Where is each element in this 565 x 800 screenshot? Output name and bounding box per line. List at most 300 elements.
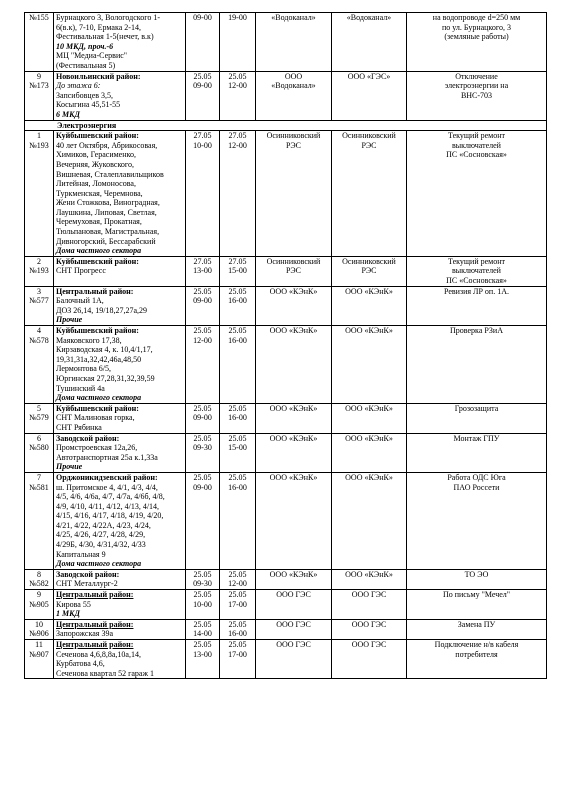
executor-cell-line: РЭС (361, 140, 377, 150)
row-number-line: 5 (37, 403, 41, 413)
organization-cell-line: ООО ГЭС (276, 640, 311, 649)
reason-cell-line: ПАО Россети (453, 482, 500, 492)
row-number (25, 403, 54, 433)
end-time (220, 640, 256, 679)
address-cell-line: СНТ Малиновая горка, (56, 413, 135, 423)
end-time-line: 25.05 (228, 403, 247, 413)
address-cell-line: Запсибовцев 3,5, (56, 90, 114, 100)
organization-cell-line: «Водоканал» (271, 13, 316, 22)
start-time (186, 326, 220, 404)
reason-cell-line: (земляные работы) (444, 32, 509, 42)
organization-cell (256, 13, 332, 72)
start-time-line: 25.05 (193, 326, 212, 335)
organization-cell (256, 569, 332, 589)
executor-cell (332, 326, 407, 404)
start-time (186, 569, 220, 589)
end-time (220, 433, 256, 472)
address-cell-line: Лаушкина, Липовая, Светлая, (56, 207, 157, 217)
executor-cell (332, 569, 407, 589)
address-cell (54, 131, 186, 257)
executor-cell-line: ООО «КЭнК» (345, 326, 393, 335)
executor-cell (332, 433, 407, 472)
start-time (186, 13, 220, 72)
address-cell-line: 4/21, 4/22, 4/22А, 4/23, 4/24, (56, 520, 151, 530)
end-time (220, 71, 256, 120)
executor-cell-line: ООО «КЭнК» (345, 403, 393, 413)
organization-cell (256, 640, 332, 679)
row-number-line: №578 (29, 335, 49, 345)
executor-cell (332, 640, 407, 679)
address-cell (54, 286, 186, 325)
address-cell-line: МЦ "Медиа-Сервис" (56, 51, 128, 61)
executor-cell (332, 472, 407, 569)
reason-cell-line: по ул. Бурнацкого, 3 (442, 22, 511, 32)
document-page (24, 12, 546, 679)
executor-cell-line: Осинниковский (342, 256, 396, 266)
start-time (186, 472, 220, 569)
organization-cell (256, 71, 332, 120)
row-number-line: №580 (29, 443, 49, 453)
table-row (25, 619, 547, 639)
executor-cell (332, 403, 407, 433)
reason-cell-line: ПС «Сосновская» (446, 150, 507, 160)
reason-cell-line: ТО ЭО (464, 569, 489, 579)
address-cell-line: Промстроевская 12а,26, (56, 443, 138, 453)
row-number-line: №577 (29, 296, 49, 306)
end-time-line: 25.05 (228, 590, 247, 600)
table-row (25, 13, 547, 72)
executor-cell-line: Осинниковский (342, 131, 396, 141)
address-cell-line: Вечерняя, Жуковского, (56, 159, 135, 169)
row-number (25, 569, 54, 589)
row-number (25, 619, 54, 639)
organization-cell-line: ООО «КЭнК» (269, 433, 318, 443)
reason-cell (407, 569, 547, 589)
end-time-line: 16-00 (228, 413, 247, 423)
end-time (220, 131, 256, 257)
start-time (186, 256, 220, 286)
address-cell-line: СНТ Прогресс (56, 266, 106, 276)
end-time (220, 472, 256, 569)
address-cell (54, 13, 186, 72)
executor-cell-line: ООО «КЭнК» (345, 433, 393, 443)
table-row (25, 472, 547, 569)
end-time-line: 25.05 (228, 71, 247, 81)
executor-cell (332, 590, 407, 620)
row-number (25, 326, 54, 404)
table-row (25, 326, 547, 404)
address-cell-line: 4/25, 4/26, 4/27, 4/28, 4/29, (56, 530, 146, 540)
outage-table-body (25, 13, 547, 679)
end-time-line: 25.05 (228, 433, 247, 443)
reason-cell-line: Замена ПУ (457, 619, 496, 629)
address-cell (54, 472, 186, 569)
address-cell-line: Заводской район: (56, 569, 120, 579)
row-number-line: 8 (37, 569, 41, 579)
address-cell-line: Курбатова 4,6, (56, 659, 105, 669)
end-time (220, 326, 256, 404)
executor-cell-line: ООО «КЭнК» (345, 472, 393, 482)
start-time (186, 71, 220, 120)
address-cell (54, 403, 186, 433)
row-number-line: №906 (29, 629, 49, 639)
row-number-line: 10 (35, 619, 43, 629)
address-cell-line: Тюльпановая, Магистральная, (56, 227, 160, 237)
address-cell (54, 640, 186, 679)
row-number-line: №579 (29, 413, 49, 423)
address-cell-line: Куйбышевский район: (56, 403, 139, 413)
address-cell-line: Куйбышевский район: (56, 326, 139, 335)
organization-cell-line: «Водоканал» (271, 81, 316, 91)
organization-cell-line: ООО «КЭнК» (269, 569, 318, 579)
start-time-line: 09-30 (193, 443, 212, 453)
address-cell-line: Сеченова 4,6,8,8а,10а,14, (56, 649, 141, 659)
row-number-line: 9 (37, 590, 41, 600)
start-time-line: 14-00 (193, 629, 212, 639)
organization-cell (256, 131, 332, 257)
end-time-line: 19-00 (228, 13, 247, 22)
address-cell-line: Центральный район: (56, 286, 134, 296)
end-time (220, 569, 256, 589)
reason-cell (407, 640, 547, 679)
row-number-line: 3 (37, 286, 41, 296)
address-cell-line: Центральный район: (56, 590, 134, 600)
start-time-line: 09-30 (193, 579, 212, 589)
address-cell-line: Юргинская 27,28,31,32,39,59 (56, 373, 155, 383)
row-number (25, 640, 54, 679)
organization-cell (256, 286, 332, 325)
reason-cell-line: Проверка РЗиА (450, 326, 503, 335)
start-time (186, 131, 220, 257)
reason-cell-line: выключателей (452, 266, 501, 276)
start-time (186, 403, 220, 433)
reason-cell-line: на водопроводе d=250 мм (432, 13, 521, 22)
end-time-line: 25.05 (228, 640, 247, 649)
end-time-line: 25.05 (228, 286, 247, 296)
address-cell-line: Маяковского 17,38, (56, 335, 122, 345)
row-number-line: №581 (29, 482, 49, 492)
reason-cell-line: Подключение н/в кабеля (434, 640, 519, 649)
row-number-line: 11 (35, 640, 43, 649)
organization-cell (256, 619, 332, 639)
address-cell (54, 619, 186, 639)
executor-cell (332, 286, 407, 325)
end-time-line: 12-00 (228, 140, 247, 150)
row-number-line: №193 (29, 266, 49, 276)
reason-cell-line: По письму "Мечел" (442, 590, 511, 600)
row-number (25, 472, 54, 569)
address-cell-line: ДОЗ 26,14, 19/18,27,27а,29 (56, 305, 148, 315)
start-time (186, 433, 220, 472)
address-cell (54, 256, 186, 286)
reason-cell (407, 256, 547, 286)
start-time (186, 286, 220, 325)
executor-cell-line: «Водоканал» (346, 13, 392, 22)
reason-cell (407, 326, 547, 404)
start-time-line: 25.05 (193, 472, 212, 482)
organization-cell (256, 403, 332, 433)
reason-cell (407, 403, 547, 433)
address-cell-line: 40 лет Октября, Абрикосовая, (56, 140, 158, 150)
start-time-line: 25.05 (193, 619, 212, 629)
address-cell (54, 569, 186, 589)
reason-cell (407, 619, 547, 639)
end-time-line: 25.05 (228, 472, 247, 482)
address-cell-line: Дивногорский, Бессарабский (56, 236, 156, 246)
table-row (25, 590, 547, 620)
address-cell-line: 4/29Б, 4/30, 4/31,4/32, 4/33 (56, 540, 146, 550)
executor-cell-line: ООО ГЭС (351, 619, 387, 629)
start-time-line: 25.05 (193, 403, 212, 413)
row-number-line: 7 (37, 472, 41, 482)
address-cell-line: Бурнацкого 3, Вологодского 1- (56, 13, 160, 22)
address-cell-line: До этажа 6: (56, 81, 101, 91)
organization-cell-line: ООО (284, 71, 303, 81)
reason-cell-line: выключателей (452, 140, 501, 150)
address-cell-line: 10 МКД, проч.-6 (56, 41, 114, 51)
start-time (186, 619, 220, 639)
address-cell-line: Центральный район: (56, 619, 134, 629)
start-time-line: 10-00 (193, 140, 212, 150)
address-cell-line: 6(в.к), 7-10, Ермака 2-14, (56, 22, 141, 32)
organization-cell-line: ООО «КЭнК» (269, 326, 318, 335)
reason-cell-line: Работа ОДС Юга (447, 472, 506, 482)
address-cell-line: Дома частного сектора (56, 559, 142, 569)
start-time-line: 13-00 (193, 266, 212, 276)
address-cell-line: ш. Притомское 4, 4/1, 4/3, 4/4, (56, 482, 158, 492)
start-time (186, 590, 220, 620)
start-time-line: 12-00 (193, 335, 212, 345)
address-cell-line: 6 МКД (56, 109, 81, 119)
reason-cell (407, 131, 547, 257)
address-cell-line: Косыгина 45,51-55 (56, 100, 121, 110)
address-cell-line: 1 МКД (56, 609, 81, 619)
reason-cell-line: Грозозащита (454, 403, 499, 413)
start-time-line: 25.05 (193, 640, 212, 649)
end-time (220, 13, 256, 72)
executor-cell-line: ООО ГЭС (351, 590, 387, 600)
start-time (186, 640, 220, 679)
end-time-line: 17-00 (228, 599, 247, 609)
outage-table (24, 12, 547, 679)
address-cell (54, 71, 186, 120)
organization-cell (256, 433, 332, 472)
organization-cell (256, 326, 332, 404)
row-number-line: 4 (37, 326, 41, 335)
reason-cell (407, 433, 547, 472)
table-row (25, 256, 547, 286)
row-number-line: №155 (29, 13, 49, 22)
reason-cell (407, 590, 547, 620)
reason-cell-line: ПС «Сосновская» (446, 276, 507, 286)
address-cell-line: Кирзаводская 4, к. 10,4/1,17, (56, 345, 153, 355)
address-cell-line: Тушинский 4а (56, 383, 105, 393)
executor-cell-line: ООО «ГЭС» (347, 71, 391, 81)
start-time-line: 09-00 (193, 482, 212, 492)
address-cell-line: СНТ Металлург-2 (56, 579, 118, 589)
row-number (25, 286, 54, 325)
address-cell-line: Фестивальная 1-5(нечет, в.к) (56, 32, 154, 42)
address-cell-line: Дома частного сектора (56, 393, 142, 403)
address-cell-line: Вишневая, Сталеплавильщиков (56, 169, 164, 179)
row-number-line: 9 (37, 71, 41, 81)
reason-cell (407, 472, 547, 569)
end-time-line: 27.05 (228, 131, 247, 141)
executor-cell-line: ООО «КЭнК» (345, 569, 393, 579)
organization-cell-line: ООО «КЭнК» (269, 403, 318, 413)
start-time-line: 25.05 (193, 590, 212, 600)
reason-cell-line: ВНС-703 (460, 90, 493, 100)
address-cell-line: Прочие (56, 462, 83, 472)
start-time-line: 25.05 (193, 569, 212, 579)
row-number-line: №905 (29, 599, 49, 609)
start-time-line: 25.05 (193, 433, 212, 443)
row-number-line: №582 (29, 579, 49, 589)
address-cell-line: Запорожская 39а (56, 629, 114, 639)
address-cell-line: 4/5, 4/6, 4/6а, 4/7, 4/7а, 4/6б, 4/8, (56, 492, 165, 502)
address-cell-line: Жени Стожкова, Виноградная, (56, 198, 160, 208)
start-time-line: 25.05 (193, 71, 212, 81)
reason-cell (407, 13, 547, 72)
organization-cell-line: РЭС (285, 266, 302, 276)
reason-cell-line: электроэнергии на (444, 81, 509, 91)
start-time-line: 09-00 (193, 296, 212, 306)
section-header-row (25, 120, 547, 131)
address-cell-line: СНТ Рябинка (56, 422, 102, 432)
executor-cell (332, 256, 407, 286)
end-time (220, 619, 256, 639)
row-number (25, 256, 54, 286)
organization-cell (256, 590, 332, 620)
organization-cell-line: ООО ГЭС (276, 590, 311, 600)
address-cell-line: Дома частного сектора (56, 246, 142, 256)
address-cell-line: Балочный 1А, (56, 296, 104, 306)
row-number (25, 71, 54, 120)
reason-cell-line: Текущий ремонт (447, 256, 506, 266)
address-cell-line: 19,31,31а,32,42,46а,48,50 (56, 354, 142, 364)
start-time-line: 27.05 (193, 256, 212, 266)
table-row (25, 640, 547, 679)
address-cell-line: Лермонтова 6/5, (56, 364, 111, 374)
address-cell-line: Орджоникидзевский район: (56, 472, 158, 482)
row-number (25, 433, 54, 472)
address-cell-line: 4/15, 4/16, 4/17, 4/18, 4/19, 4/20, (56, 511, 164, 521)
start-time-line: 10-00 (193, 599, 212, 609)
address-cell-line: Автотранспортная 25а к.1,33а (56, 452, 158, 462)
row-number (25, 13, 54, 72)
organization-cell (256, 472, 332, 569)
organization-cell-line: ООО «КЭнК» (269, 472, 318, 482)
end-time-line: 16-00 (228, 629, 247, 639)
start-time-line: 09-00 (193, 13, 212, 22)
start-time-line: 27.05 (193, 131, 212, 141)
start-time-line: 09-00 (193, 81, 212, 91)
end-time-line: 16-00 (228, 335, 247, 345)
reason-cell (407, 286, 547, 325)
row-number-line: №907 (29, 649, 49, 659)
organization-cell-line: РЭС (285, 140, 302, 150)
table-row (25, 131, 547, 257)
reason-cell-line: потребителя (455, 649, 498, 659)
address-cell-line: (Фестивальная 5) (56, 60, 116, 70)
row-number-line: 6 (37, 433, 41, 443)
executor-cell-line: ООО «КЭнК» (345, 286, 393, 296)
row-number-line: 2 (37, 256, 41, 266)
address-cell-line: Туркменская, Черемнова, (56, 188, 143, 198)
table-row (25, 286, 547, 325)
section-title: Электроэнергия (25, 120, 547, 131)
reason-cell-line: Ревизия ЛР оп. 1А. (443, 286, 509, 296)
organization-cell (256, 256, 332, 286)
address-cell-line: Куйбышевский район: (56, 256, 139, 266)
end-time-line: 16-00 (228, 296, 247, 306)
reason-cell-line: Текущий ремонт (447, 131, 506, 141)
end-time (220, 403, 256, 433)
address-cell-line: Капитальная 9 (56, 549, 106, 559)
reason-cell-line: Монтаж ГПУ (453, 433, 500, 443)
row-number-line: №173 (29, 81, 49, 91)
row-number-line: №193 (29, 140, 49, 150)
address-cell-line: Кирова 55 (56, 599, 91, 609)
end-time-line: 17-00 (228, 649, 247, 659)
address-cell (54, 433, 186, 472)
end-time-line: 12-00 (228, 579, 247, 589)
address-cell-line: Центральный район: (56, 640, 134, 649)
end-time-line: 15-00 (228, 443, 247, 453)
end-time (220, 286, 256, 325)
address-cell-line: Литейная, Ломоносова, (56, 179, 136, 189)
executor-cell (332, 13, 407, 72)
start-time-line: 09-00 (193, 413, 212, 423)
address-cell (54, 326, 186, 404)
end-time-line: 25.05 (228, 569, 247, 579)
end-time-line: 27.05 (228, 256, 247, 266)
end-time-line: 25.05 (228, 326, 247, 335)
table-row (25, 569, 547, 589)
address-cell-line: Новоильинский район: (56, 71, 141, 81)
executor-cell (332, 131, 407, 257)
organization-cell-line: Осинниковский (266, 256, 321, 266)
row-number (25, 590, 54, 620)
executor-cell-line: ООО ГЭС (351, 640, 387, 649)
end-time-line: 12-00 (228, 81, 247, 91)
address-cell-line: Сеченова квартал 52 гараж 1 (56, 668, 154, 678)
executor-cell (332, 71, 407, 120)
table-row (25, 71, 547, 120)
reason-cell-line: Отключение (455, 71, 498, 81)
address-cell-line: Куйбышевский район: (56, 131, 139, 141)
organization-cell-line: ООО ГЭС (276, 619, 311, 629)
reason-cell (407, 71, 547, 120)
address-cell (54, 590, 186, 620)
start-time-line: 25.05 (193, 286, 212, 296)
executor-cell (332, 619, 407, 639)
end-time-line: 16-00 (228, 482, 247, 492)
start-time-line: 13-00 (193, 649, 212, 659)
end-time (220, 590, 256, 620)
table-row (25, 403, 547, 433)
address-cell-line: Заводской район: (56, 433, 120, 443)
organization-cell-line: Осинниковский (266, 131, 321, 141)
row-number-line: 1 (37, 131, 41, 141)
end-time-line: 25.05 (228, 619, 247, 629)
address-cell-line: Химиков, Герасименко, (56, 150, 136, 160)
table-row (25, 433, 547, 472)
address-cell-line: Черемуховая, Прокатная, (56, 217, 142, 227)
organization-cell-line: ООО «КЭнК» (269, 286, 318, 296)
address-cell-line: 4/9, 4/10, 4/11, 4/12, 4/13, 4/14, (56, 501, 160, 511)
executor-cell-line: РЭС (361, 266, 377, 276)
